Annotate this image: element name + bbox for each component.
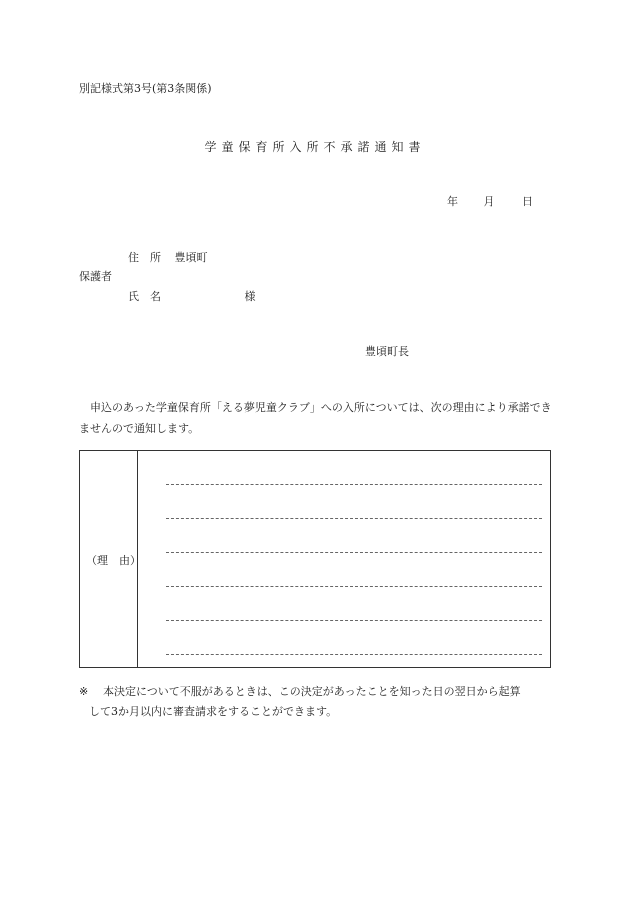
body-text: 申込のあった学童保育所「える夢児童クラブ」への入所については、次の理由により承諾できませんので通知します。 bbox=[79, 401, 552, 435]
note-line-2: して3か月以内に審査請求をすることができます。 bbox=[89, 705, 338, 718]
guardian-label: 保護者 bbox=[79, 270, 112, 283]
address-row bbox=[128, 249, 208, 265]
name-row bbox=[128, 288, 256, 304]
reason-line-1[interactable] bbox=[166, 484, 542, 485]
form-number: 別記様式第3号(第3条関係) bbox=[79, 82, 212, 95]
honorific: 様 bbox=[244, 290, 256, 303]
date-day: 日 bbox=[522, 195, 533, 208]
note-mark: ※ bbox=[79, 685, 89, 698]
reason-line-5[interactable] bbox=[166, 620, 542, 621]
date-month: 月 bbox=[483, 195, 495, 208]
reason-label: （理 由） bbox=[86, 554, 141, 567]
reason-line-6[interactable] bbox=[166, 654, 542, 655]
name-label: 氏 名 bbox=[128, 290, 161, 303]
issuer: 豊頃町長 bbox=[365, 345, 409, 358]
reason-label-cell bbox=[80, 451, 141, 667]
appeal-note bbox=[79, 682, 559, 722]
address-value: 豊頃町 bbox=[174, 251, 208, 264]
address-label: 住 所 bbox=[128, 251, 161, 264]
date-year: 年 bbox=[447, 195, 458, 208]
reason-table bbox=[79, 450, 551, 668]
reason-line-4[interactable] bbox=[166, 586, 542, 587]
reason-line-3[interactable] bbox=[166, 552, 542, 553]
document-title: 学童保育所入所不承諾通知書 bbox=[204, 140, 426, 154]
reason-line-2[interactable] bbox=[166, 518, 542, 519]
date-line bbox=[447, 193, 533, 209]
note-line-1: 本決定について不服があるときは、この決定があったことを知った日の翌日から起算 bbox=[103, 685, 521, 698]
